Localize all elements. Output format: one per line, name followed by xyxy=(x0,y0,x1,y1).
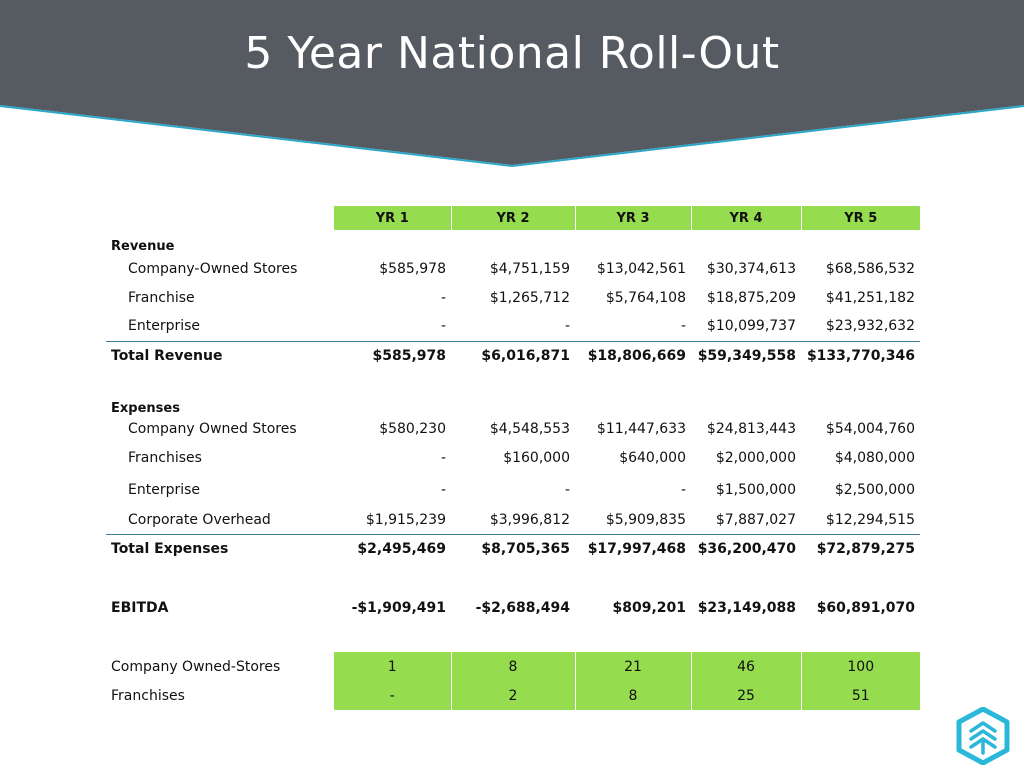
table-row xyxy=(106,254,920,283)
cell: - xyxy=(564,318,570,335)
table-row xyxy=(106,283,920,312)
cell: 8 xyxy=(575,681,691,710)
cell: $1,265,712 xyxy=(489,289,570,306)
cell: 46 xyxy=(691,652,801,681)
row-label: EBITDA xyxy=(111,599,169,616)
cell: $12,294,515 xyxy=(825,511,915,528)
cell: - xyxy=(440,482,446,498)
spacer-row xyxy=(106,370,920,400)
cell: -$2,688,494 xyxy=(475,599,570,616)
header-yr1: YR 1 xyxy=(334,206,451,230)
cell: $10,099,737 xyxy=(706,318,796,335)
header-yr3: YR 3 xyxy=(575,206,691,230)
cell: - xyxy=(680,482,686,498)
cell: $8,705,365 xyxy=(451,534,575,564)
section-revenue xyxy=(106,230,920,254)
cell: $640,000 xyxy=(619,450,686,466)
hexagon-tree-logo-icon xyxy=(956,707,1010,765)
table-row xyxy=(106,506,920,534)
cell: $59,349,558 xyxy=(691,341,801,370)
cell: $1,915,239 xyxy=(365,511,446,528)
row-label: Corporate Overhead xyxy=(128,511,271,528)
cell: 25 xyxy=(691,681,801,710)
cell: - xyxy=(440,318,446,335)
row-label: Franchises xyxy=(111,687,185,704)
banner-shape xyxy=(0,0,1024,165)
cell: $11,447,633 xyxy=(596,421,686,437)
page-title: 5 Year National Roll-Out xyxy=(244,28,780,79)
header-yr5: YR 5 xyxy=(801,206,920,230)
cell: $72,879,275 xyxy=(801,534,920,564)
cell: $585,978 xyxy=(334,341,451,370)
cell: $60,891,070 xyxy=(816,599,915,616)
header-yr2: YR 2 xyxy=(451,206,575,230)
cell: $17,997,468 xyxy=(575,534,691,564)
header-blank xyxy=(106,206,334,230)
row-label: Company Owned Stores xyxy=(128,421,297,437)
cell: $54,004,760 xyxy=(825,421,915,437)
cell: - xyxy=(440,289,446,306)
table-row xyxy=(106,442,920,474)
cell: $68,586,532 xyxy=(825,260,915,277)
header-yr4: YR 4 xyxy=(691,206,801,230)
cell: $18,806,669 xyxy=(575,341,691,370)
count-row xyxy=(106,681,920,710)
cell: $36,200,470 xyxy=(691,534,801,564)
count-row xyxy=(106,652,920,681)
cell: 1 xyxy=(334,652,451,681)
cell: - xyxy=(680,318,686,335)
ebitda-row xyxy=(106,593,920,622)
cell: $809,201 xyxy=(612,599,686,616)
row-label: Enterprise xyxy=(128,318,201,335)
cell: 2 xyxy=(451,681,575,710)
cell: $13,042,561 xyxy=(596,260,686,277)
cell: $160,000 xyxy=(503,450,570,466)
cell: $41,251,182 xyxy=(825,289,915,306)
cell: $2,000,000 xyxy=(715,450,796,466)
cell: $24,813,443 xyxy=(706,421,796,437)
cell: $585,978 xyxy=(379,260,446,277)
cell: $7,887,027 xyxy=(715,511,796,528)
cell: $4,548,553 xyxy=(489,421,570,437)
header-row xyxy=(106,206,920,230)
total-expenses-row xyxy=(106,534,920,564)
row-label: Franchises xyxy=(128,450,202,466)
section-expenses xyxy=(106,400,920,416)
row-label: Franchise xyxy=(128,289,195,306)
total-revenue-row xyxy=(106,341,920,370)
table-row xyxy=(106,312,920,341)
row-label: Company Owned-Stores xyxy=(111,658,281,675)
spacer-row xyxy=(106,622,920,652)
cell: $23,932,632 xyxy=(825,318,915,335)
row-label: Total Expenses xyxy=(106,534,334,564)
cell: $580,230 xyxy=(379,421,446,437)
spacer-row xyxy=(106,564,920,593)
section-label: Revenue xyxy=(111,239,175,254)
cell: - xyxy=(334,681,451,710)
table-row xyxy=(106,416,920,442)
cell: $133,770,346 xyxy=(801,341,920,370)
cell: $18,875,209 xyxy=(706,289,796,306)
cell: -$1,909,491 xyxy=(351,599,446,616)
cell: $30,374,613 xyxy=(706,260,796,277)
cell: $23,149,088 xyxy=(697,599,796,616)
cell: $2,495,469 xyxy=(334,534,451,564)
row-label: Enterprise xyxy=(128,482,201,498)
cell: 8 xyxy=(451,652,575,681)
cell: - xyxy=(564,482,570,498)
cell: $1,500,000 xyxy=(715,482,796,498)
cell: $5,764,108 xyxy=(605,289,686,306)
row-label: Company-Owned Stores xyxy=(128,260,298,277)
cell: $2,500,000 xyxy=(834,482,915,498)
cell: $3,996,812 xyxy=(489,511,570,528)
cell: $4,751,159 xyxy=(489,260,570,277)
cell: 100 xyxy=(801,652,920,681)
cell: $5,909,835 xyxy=(605,511,686,528)
cell: 51 xyxy=(801,681,920,710)
cell: - xyxy=(440,450,446,466)
cell: $4,080,000 xyxy=(834,450,915,466)
row-label: Total Revenue xyxy=(106,341,334,370)
table-row xyxy=(106,474,920,506)
cell: $6,016,871 xyxy=(451,341,575,370)
rollout-table xyxy=(106,206,920,710)
section-label: Expenses xyxy=(111,401,180,416)
cell: 21 xyxy=(575,652,691,681)
